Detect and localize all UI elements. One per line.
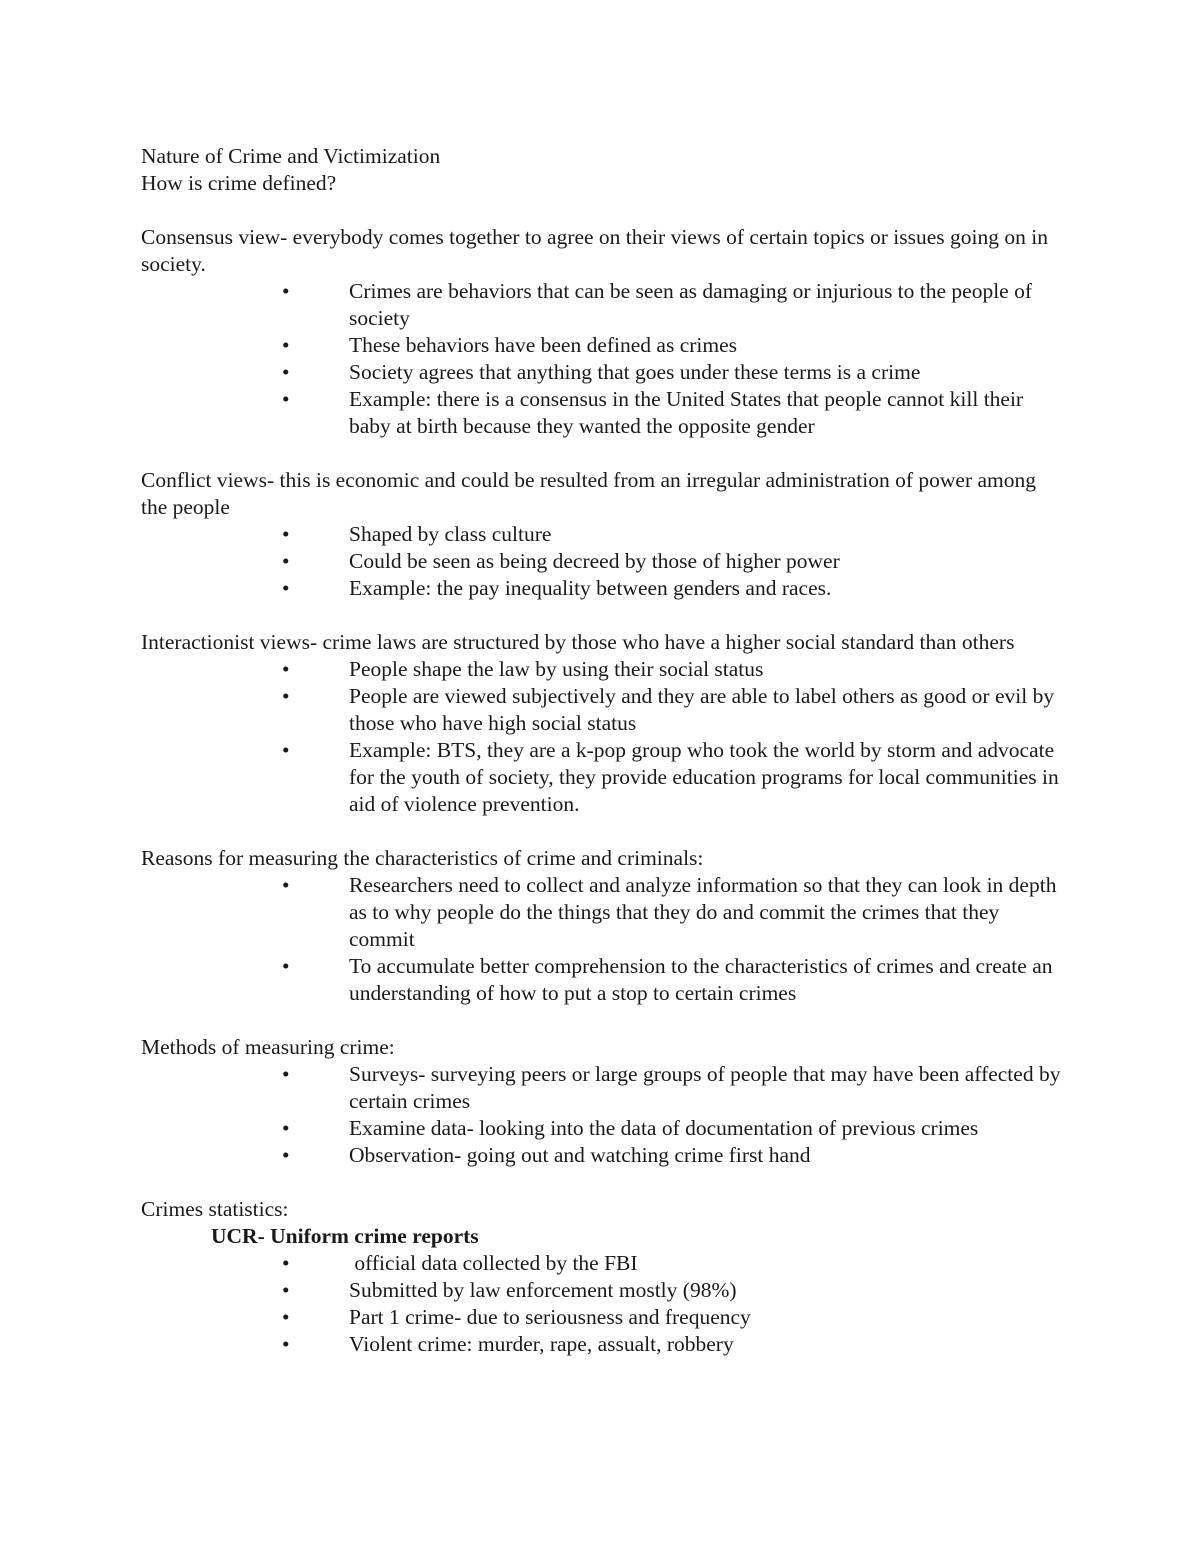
- bullet-item: • Crimes are behaviors that can be seen as damaging or injurious to the people of society: [282, 279, 1033, 330]
- spacer: [141, 440, 1061, 467]
- bullet-item: • Part 1 crime- due to seriousness and frequency: [282, 1305, 751, 1329]
- bullet-item: • Example: the pay inequality between genders and races.: [282, 576, 832, 600]
- bullet-item: • Example: BTS, they are a k-pop group who took the world by storm and advocate for the youth of society, they provide education programs for local communities in aid of violence prevention.: [282, 738, 1059, 816]
- spacer: [141, 602, 1061, 629]
- bullet-glyph: •: [282, 1278, 290, 1302]
- bullet-glyph: •: [282, 333, 290, 357]
- bullet-item: • Could be seen as being decreed by those of higher power: [282, 549, 840, 573]
- bullet-glyph: •: [282, 738, 290, 762]
- bullet-item: • Submitted by law enforcement mostly (98%): [282, 1278, 737, 1302]
- bullet-item: • Examine data- looking into the data of documentation of previous crimes: [282, 1116, 979, 1140]
- bullet-item: • Surveys- surveying peers or large groups of people that may have been affected by certain crimes: [282, 1062, 1061, 1113]
- bullet-glyph: •: [282, 1332, 290, 1356]
- bullet-glyph: •: [282, 549, 290, 573]
- bullet-item: • Shaped by class culture: [282, 522, 552, 546]
- bullet-glyph: •: [282, 1116, 290, 1140]
- bullet-glyph: •: [282, 1143, 290, 1167]
- bullet-glyph: •: [282, 657, 290, 681]
- spacer: [141, 1169, 1061, 1196]
- bullet-item: • Society agrees that anything that goes under these terms is a crime: [282, 360, 921, 384]
- bullet-item: • To accumulate better comprehension to the characteristics of crimes and create an understanding of how to put a stop to certain crimes: [282, 954, 1053, 1005]
- section-heading-consensus: Consensus view- everybody comes together to agree on their views of certain topics or issues going on in society.: [141, 225, 1048, 276]
- bullet-item: • official data collected by the FBI: [282, 1251, 638, 1275]
- bullet-glyph: •: [282, 387, 290, 411]
- section-heading-interactionist: Interactionist views- crime laws are structured by those who have a higher social standard than others: [141, 630, 1015, 654]
- bullet-glyph: •: [282, 873, 290, 897]
- section-heading-conflict: Conflict views- this is economic and could be resulted from an irregular administration of power among the people: [141, 468, 1037, 519]
- bullet-item: • These behaviors have been defined as crimes: [282, 333, 738, 357]
- bullet-glyph: •: [282, 684, 290, 708]
- section-heading-reasons: Reasons for measuring the characteristics of crime and criminals:: [141, 846, 704, 870]
- document-body: [141, 143, 1061, 1358]
- spacer: [141, 818, 1061, 845]
- bullet-item: • People shape the law by using their social status: [282, 657, 764, 681]
- bullet-glyph: •: [282, 1251, 290, 1275]
- document-title: Nature of Crime and Victimization: [141, 144, 441, 168]
- bullet-glyph: •: [282, 1062, 290, 1086]
- bullet-glyph: •: [282, 279, 290, 303]
- bullet-glyph: •: [282, 1305, 290, 1329]
- bullet-item: • Researchers need to collect and analyze information so that they can look in depth as to why people do the things that they do and commit the crimes that they commit: [282, 873, 1057, 951]
- document-subtitle: How is crime defined?: [141, 171, 337, 195]
- subheading-ucr: UCR- Uniform crime reports: [211, 1224, 479, 1248]
- section-heading-statistics: Crimes statistics:: [141, 1197, 289, 1221]
- spacer: [141, 197, 1061, 224]
- spacer: [141, 1007, 1061, 1034]
- bullet-item: • Observation- going out and watching crime first hand: [282, 1143, 811, 1167]
- bullet-glyph: •: [282, 360, 290, 384]
- bullet-item: • Violent crime: murder, rape, assualt, robbery: [282, 1332, 734, 1356]
- bullet-item: • Example: there is a consensus in the United States that people cannot kill their baby at birth because they wanted the opposite gender: [282, 387, 1024, 438]
- bullet-glyph: •: [282, 522, 290, 546]
- section-heading-methods: Methods of measuring crime:: [141, 1035, 395, 1059]
- bullet-item: • People are viewed subjectively and they are able to label others as good or evil by those who have high social status: [282, 684, 1055, 735]
- bullet-glyph: •: [282, 576, 290, 600]
- bullet-glyph: •: [282, 954, 290, 978]
